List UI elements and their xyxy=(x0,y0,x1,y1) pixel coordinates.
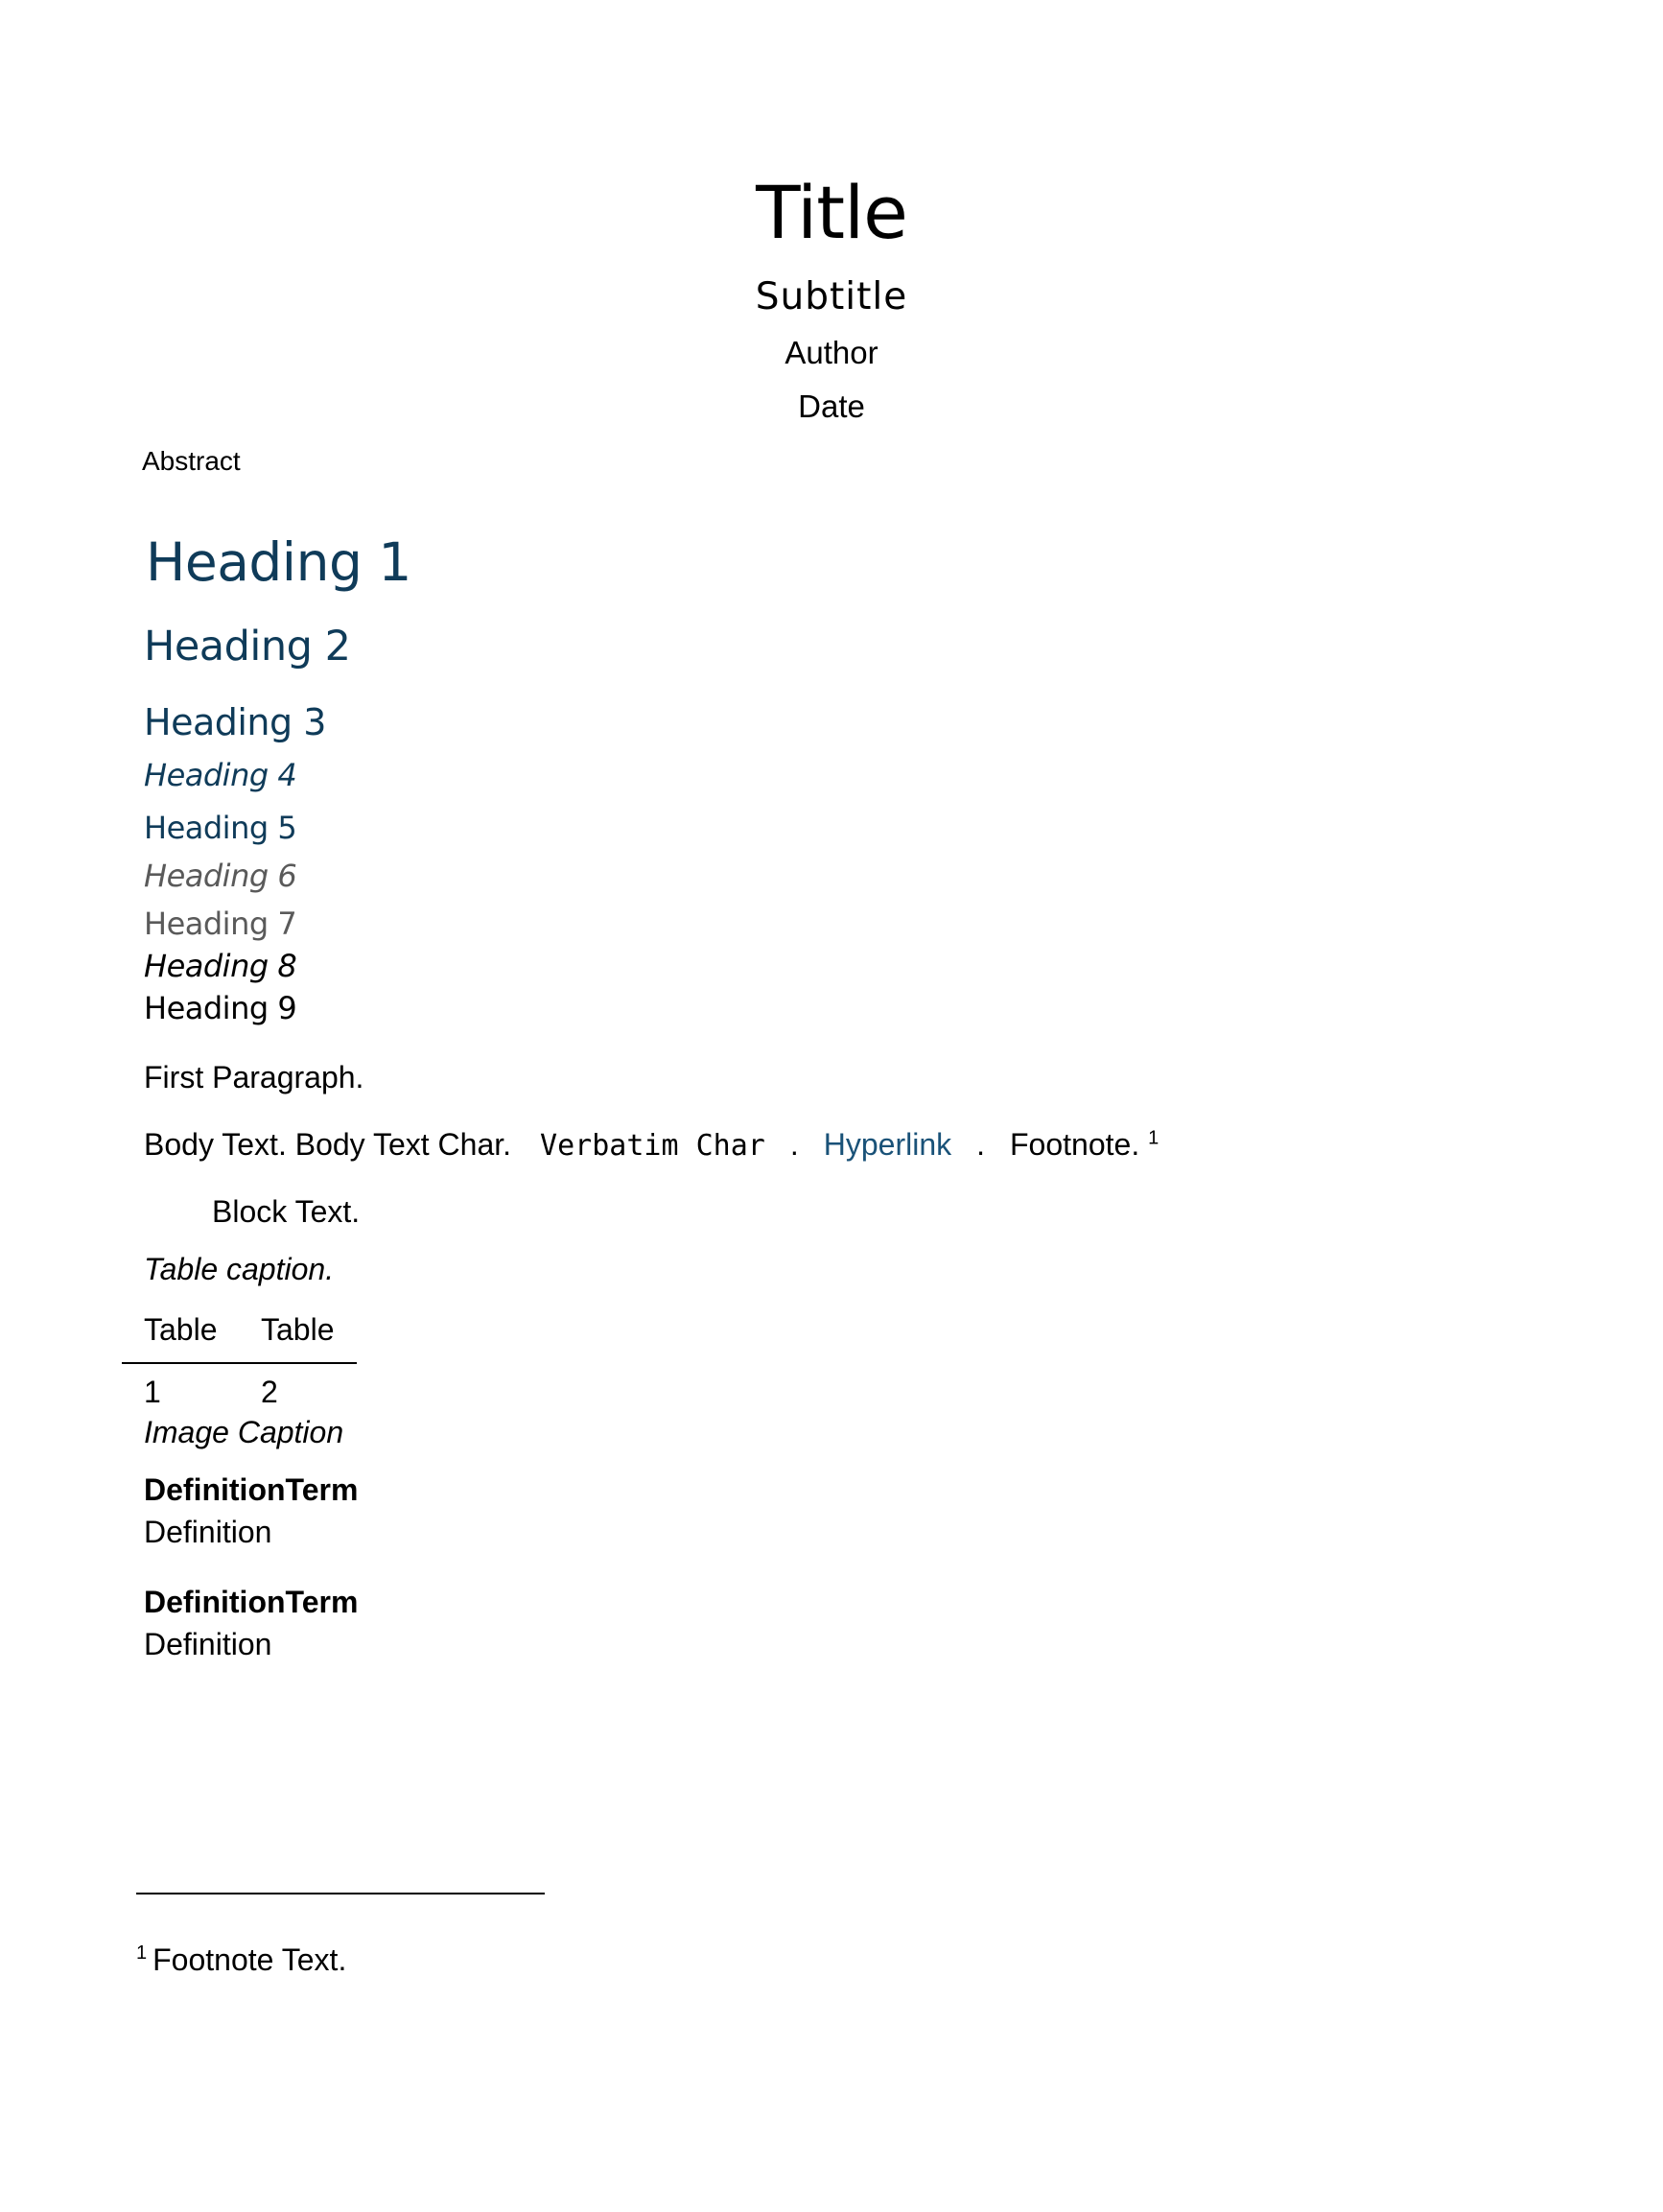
definition-term: DefinitionTerm xyxy=(144,1472,359,1507)
heading-7: Heading 7 xyxy=(144,906,297,942)
table-header-cell: Table xyxy=(261,1312,335,1347)
verbatim-char: Verbatim Char xyxy=(540,1129,765,1163)
definition: Definition xyxy=(144,1627,272,1661)
footnote-number: 1 xyxy=(136,1942,148,1965)
footnote-reference-text: Footnote. xyxy=(1010,1127,1140,1162)
period: . xyxy=(789,1127,799,1162)
body-text-paragraph xyxy=(144,1127,1159,1164)
heading-1: Heading 1 xyxy=(146,531,411,593)
document-subtitle: Subtitle xyxy=(755,275,908,318)
heading-9: Heading 9 xyxy=(144,990,297,1026)
heading-8: Heading 8 xyxy=(144,948,297,984)
document-date: Date xyxy=(798,388,865,424)
footnote-separator xyxy=(136,1893,545,1894)
period: . xyxy=(976,1127,985,1162)
heading-5: Heading 5 xyxy=(144,810,297,846)
table-caption: Table caption. xyxy=(144,1252,335,1286)
definition-term: DefinitionTerm xyxy=(144,1585,359,1619)
document-title: Title xyxy=(756,170,907,255)
table-header-row xyxy=(122,1312,357,1363)
footnote-marker[interactable]: 1 xyxy=(1148,1127,1159,1149)
heading-2: Heading 2 xyxy=(144,623,351,671)
image-caption: Image Caption xyxy=(144,1415,344,1449)
definition: Definition xyxy=(144,1515,272,1549)
hyperlink[interactable]: Hyperlink xyxy=(823,1127,952,1162)
table-cell: 2 xyxy=(261,1375,278,1409)
document-author: Author xyxy=(785,335,878,370)
footnote xyxy=(136,1942,346,1978)
heading-6: Heading 6 xyxy=(144,858,297,894)
data-table xyxy=(122,1312,357,1410)
table-row xyxy=(122,1363,357,1410)
abstract: Abstract xyxy=(142,446,241,476)
first-paragraph: First Paragraph. xyxy=(144,1060,364,1094)
heading-3: Heading 3 xyxy=(144,701,326,743)
block-text: Block Text. xyxy=(212,1194,361,1229)
footnote-text: Footnote Text. xyxy=(152,1942,347,1977)
table-header-cell: Table xyxy=(144,1312,218,1347)
table-cell: 1 xyxy=(144,1375,161,1409)
body-text: Body Text. Body Text Char. xyxy=(144,1127,512,1162)
heading-4: Heading 4 xyxy=(144,757,297,793)
